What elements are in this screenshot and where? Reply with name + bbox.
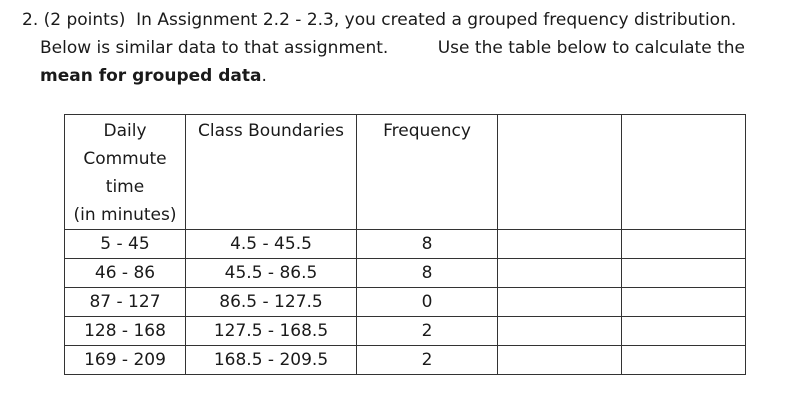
cell-blank[interactable] <box>622 288 746 317</box>
header-blank-col4[interactable] <box>498 115 622 230</box>
question-points: (2 points) <box>43 10 126 30</box>
cell-blank[interactable] <box>498 230 622 259</box>
header-frequency: Frequency <box>357 115 498 230</box>
question-line-3-end: . <box>261 66 267 86</box>
header-col1-line: Daily <box>103 121 147 141</box>
frequency-table <box>64 114 746 375</box>
cell-frequency: 2 <box>357 346 498 375</box>
cell-class: 87 - 127 <box>65 288 186 317</box>
cell-blank[interactable] <box>498 317 622 346</box>
cell-blank[interactable] <box>498 259 622 288</box>
cell-boundaries: 4.5 - 45.5 <box>186 230 357 259</box>
cell-class: 5 - 45 <box>65 230 186 259</box>
cell-blank[interactable] <box>498 288 622 317</box>
question-line-1-text: In Assignment 2.2 - 2.3, you created a grouped frequency distribution. <box>136 10 737 30</box>
header-daily-commute-time <box>65 115 186 230</box>
question-line-2-part-1: Below is similar data to that assignment. <box>40 38 389 58</box>
cell-blank[interactable] <box>622 230 746 259</box>
cell-class: 46 - 86 <box>65 259 186 288</box>
question-line-2 <box>40 34 745 62</box>
table-header-row <box>65 115 746 230</box>
question-line-3 <box>40 66 267 86</box>
question-line-1 <box>22 6 762 34</box>
table-row <box>65 346 746 375</box>
header-col1-line: Commute <box>83 149 167 169</box>
cell-blank[interactable] <box>622 317 746 346</box>
table-row <box>65 288 746 317</box>
question-number: 2. <box>22 10 39 30</box>
table-row <box>65 259 746 288</box>
table-row <box>65 230 746 259</box>
cell-frequency: 2 <box>357 317 498 346</box>
header-blank-col5[interactable] <box>622 115 746 230</box>
cell-frequency: 0 <box>357 288 498 317</box>
question-line-2-part-2: Use the table below to calculate the <box>437 38 745 58</box>
cell-class: 169 - 209 <box>65 346 186 375</box>
cell-frequency: 8 <box>357 259 498 288</box>
header-class-boundaries: Class Boundaries <box>186 115 357 230</box>
header-col1-line: (in minutes) <box>73 205 177 225</box>
cell-boundaries: 168.5 - 209.5 <box>186 346 357 375</box>
cell-frequency: 8 <box>357 230 498 259</box>
cell-blank[interactable] <box>622 346 746 375</box>
question-text <box>22 6 762 90</box>
header-col1-line: time <box>105 177 145 197</box>
cell-blank[interactable] <box>498 346 622 375</box>
question-emphasis: mean for grouped data <box>40 66 262 86</box>
cell-class: 128 - 168 <box>65 317 186 346</box>
cell-boundaries: 86.5 - 127.5 <box>186 288 357 317</box>
cell-blank[interactable] <box>622 259 746 288</box>
table-row <box>65 317 746 346</box>
cell-boundaries: 127.5 - 168.5 <box>186 317 357 346</box>
cell-boundaries: 45.5 - 86.5 <box>186 259 357 288</box>
